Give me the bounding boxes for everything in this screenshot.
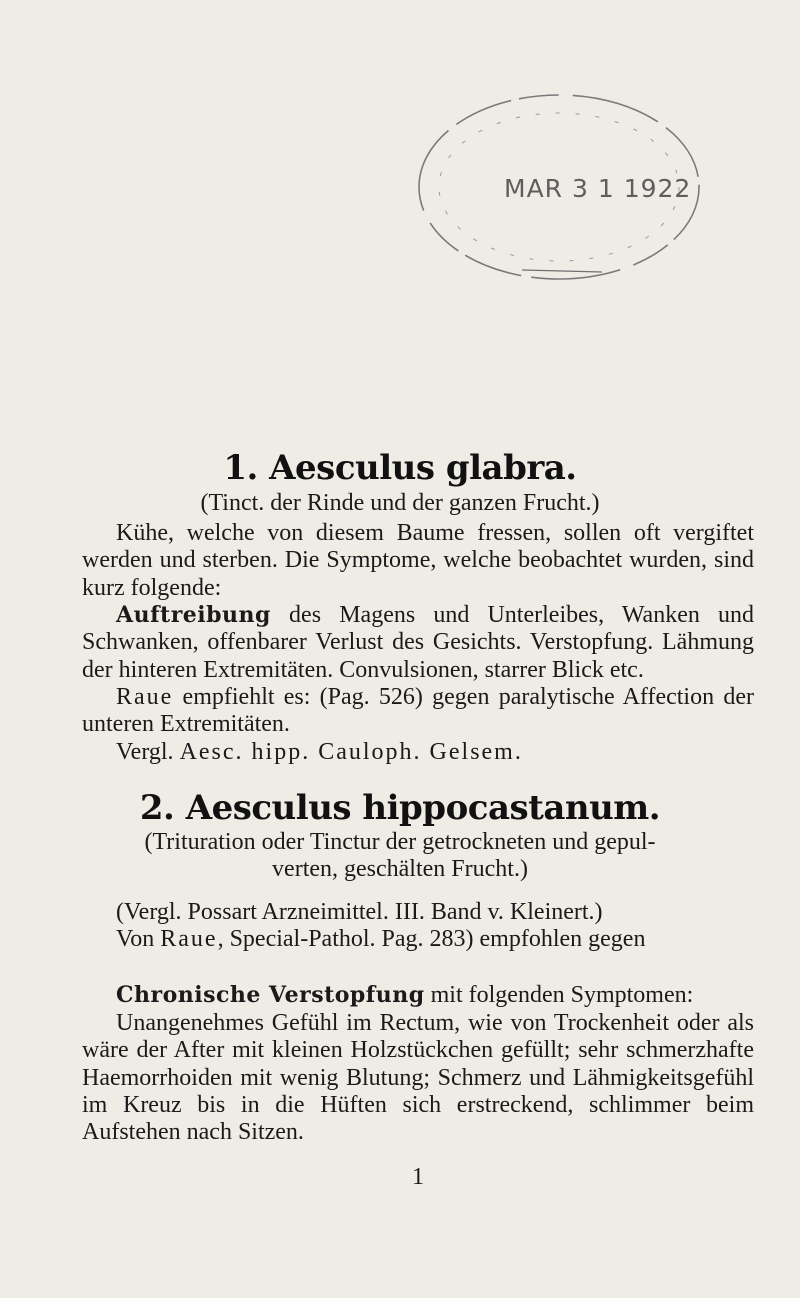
section-1-compare-refs: Aesc. hipp. Cauloph. Gelsem. — [179, 739, 523, 765]
section-2-paragraph-3-text: mit folgenden Symptomen: — [424, 982, 694, 1008]
section-1-paragraph-2-text: des Magens und Unterleibes, Wanken und Schwanken, offenbarer Verlust des Gesichts. Verstopfung. Lähmung der hinteren Extremitäten. Convulsionen, starrer Blick etc. — [82, 602, 754, 683]
library-date-stamp — [412, 82, 706, 292]
stamp-date: MAR 3 1 1922 — [504, 174, 692, 203]
section-2-paragraph-1: (Vergl. Possart Arzneimittel. III. Band v. Kleinert.) — [116, 899, 603, 925]
section-1-paragraph-3-text: empfiehlt es: (Pag. 526) gegen paralytische Affection der unteren Extremitäten. — [82, 684, 754, 738]
section-1-paragraph-3 — [82, 684, 754, 739]
section-2-keyword: Chronische Verstopfung — [116, 982, 425, 1008]
section-2-author-name: Raue — [160, 926, 218, 952]
section-1-paragraph-2 — [82, 602, 754, 684]
section-2-paragraph-2-prefix: Von — [116, 926, 161, 952]
section-1-paragraph-4 — [82, 739, 754, 766]
section-1-compare-label: Vergl. — [116, 739, 180, 765]
section-1-author-name: Raue — [116, 684, 174, 710]
section-2-paragraph-3 — [82, 982, 754, 1009]
section-1-heading: 1. Aesculus glabra. — [223, 448, 577, 488]
section-1-subtitle: (Tinct. der Rinde und der ganzen Frucht.) — [200, 490, 600, 516]
page-number: 1 — [412, 1164, 424, 1190]
section-2-subtitle-line-2: verten, geschälten Frucht.) — [272, 856, 528, 882]
section-2-subtitle-line-1: (Trituration oder Tinctur der getrockneten und gepul- — [144, 829, 656, 855]
section-2-paragraph-2-text: , Special-Pathol. Pag. 283) empfohlen gegen — [217, 926, 646, 952]
section-2-heading: 2. Aesculus hippocastanum. — [139, 788, 661, 828]
section-1-keyword: Auftreibung — [116, 602, 271, 628]
section-2-paragraph-2 — [82, 926, 754, 953]
section-1-paragraph-1: Kühe, welche von diesem Baume fressen, sollen oft vergiftet werden und sterben. Die Symptome, welche beobachtet wurden, sind kurz folgende: — [82, 520, 754, 601]
section-2-paragraph-4: Unangenehmes Gefühl im Rectum, wie von Trockenheit oder als wäre der After mit kleinen Holzstückchen gefüllt; sehr schmerzhafte Haemorrhoiden mit wenig Blutung; Schmerz und Lähmigkeitsgefühl im Kreuz bis in die Hüften sich erstreckend, schlimmer beim Aufstehen nach Sitzen. — [82, 1010, 754, 1146]
